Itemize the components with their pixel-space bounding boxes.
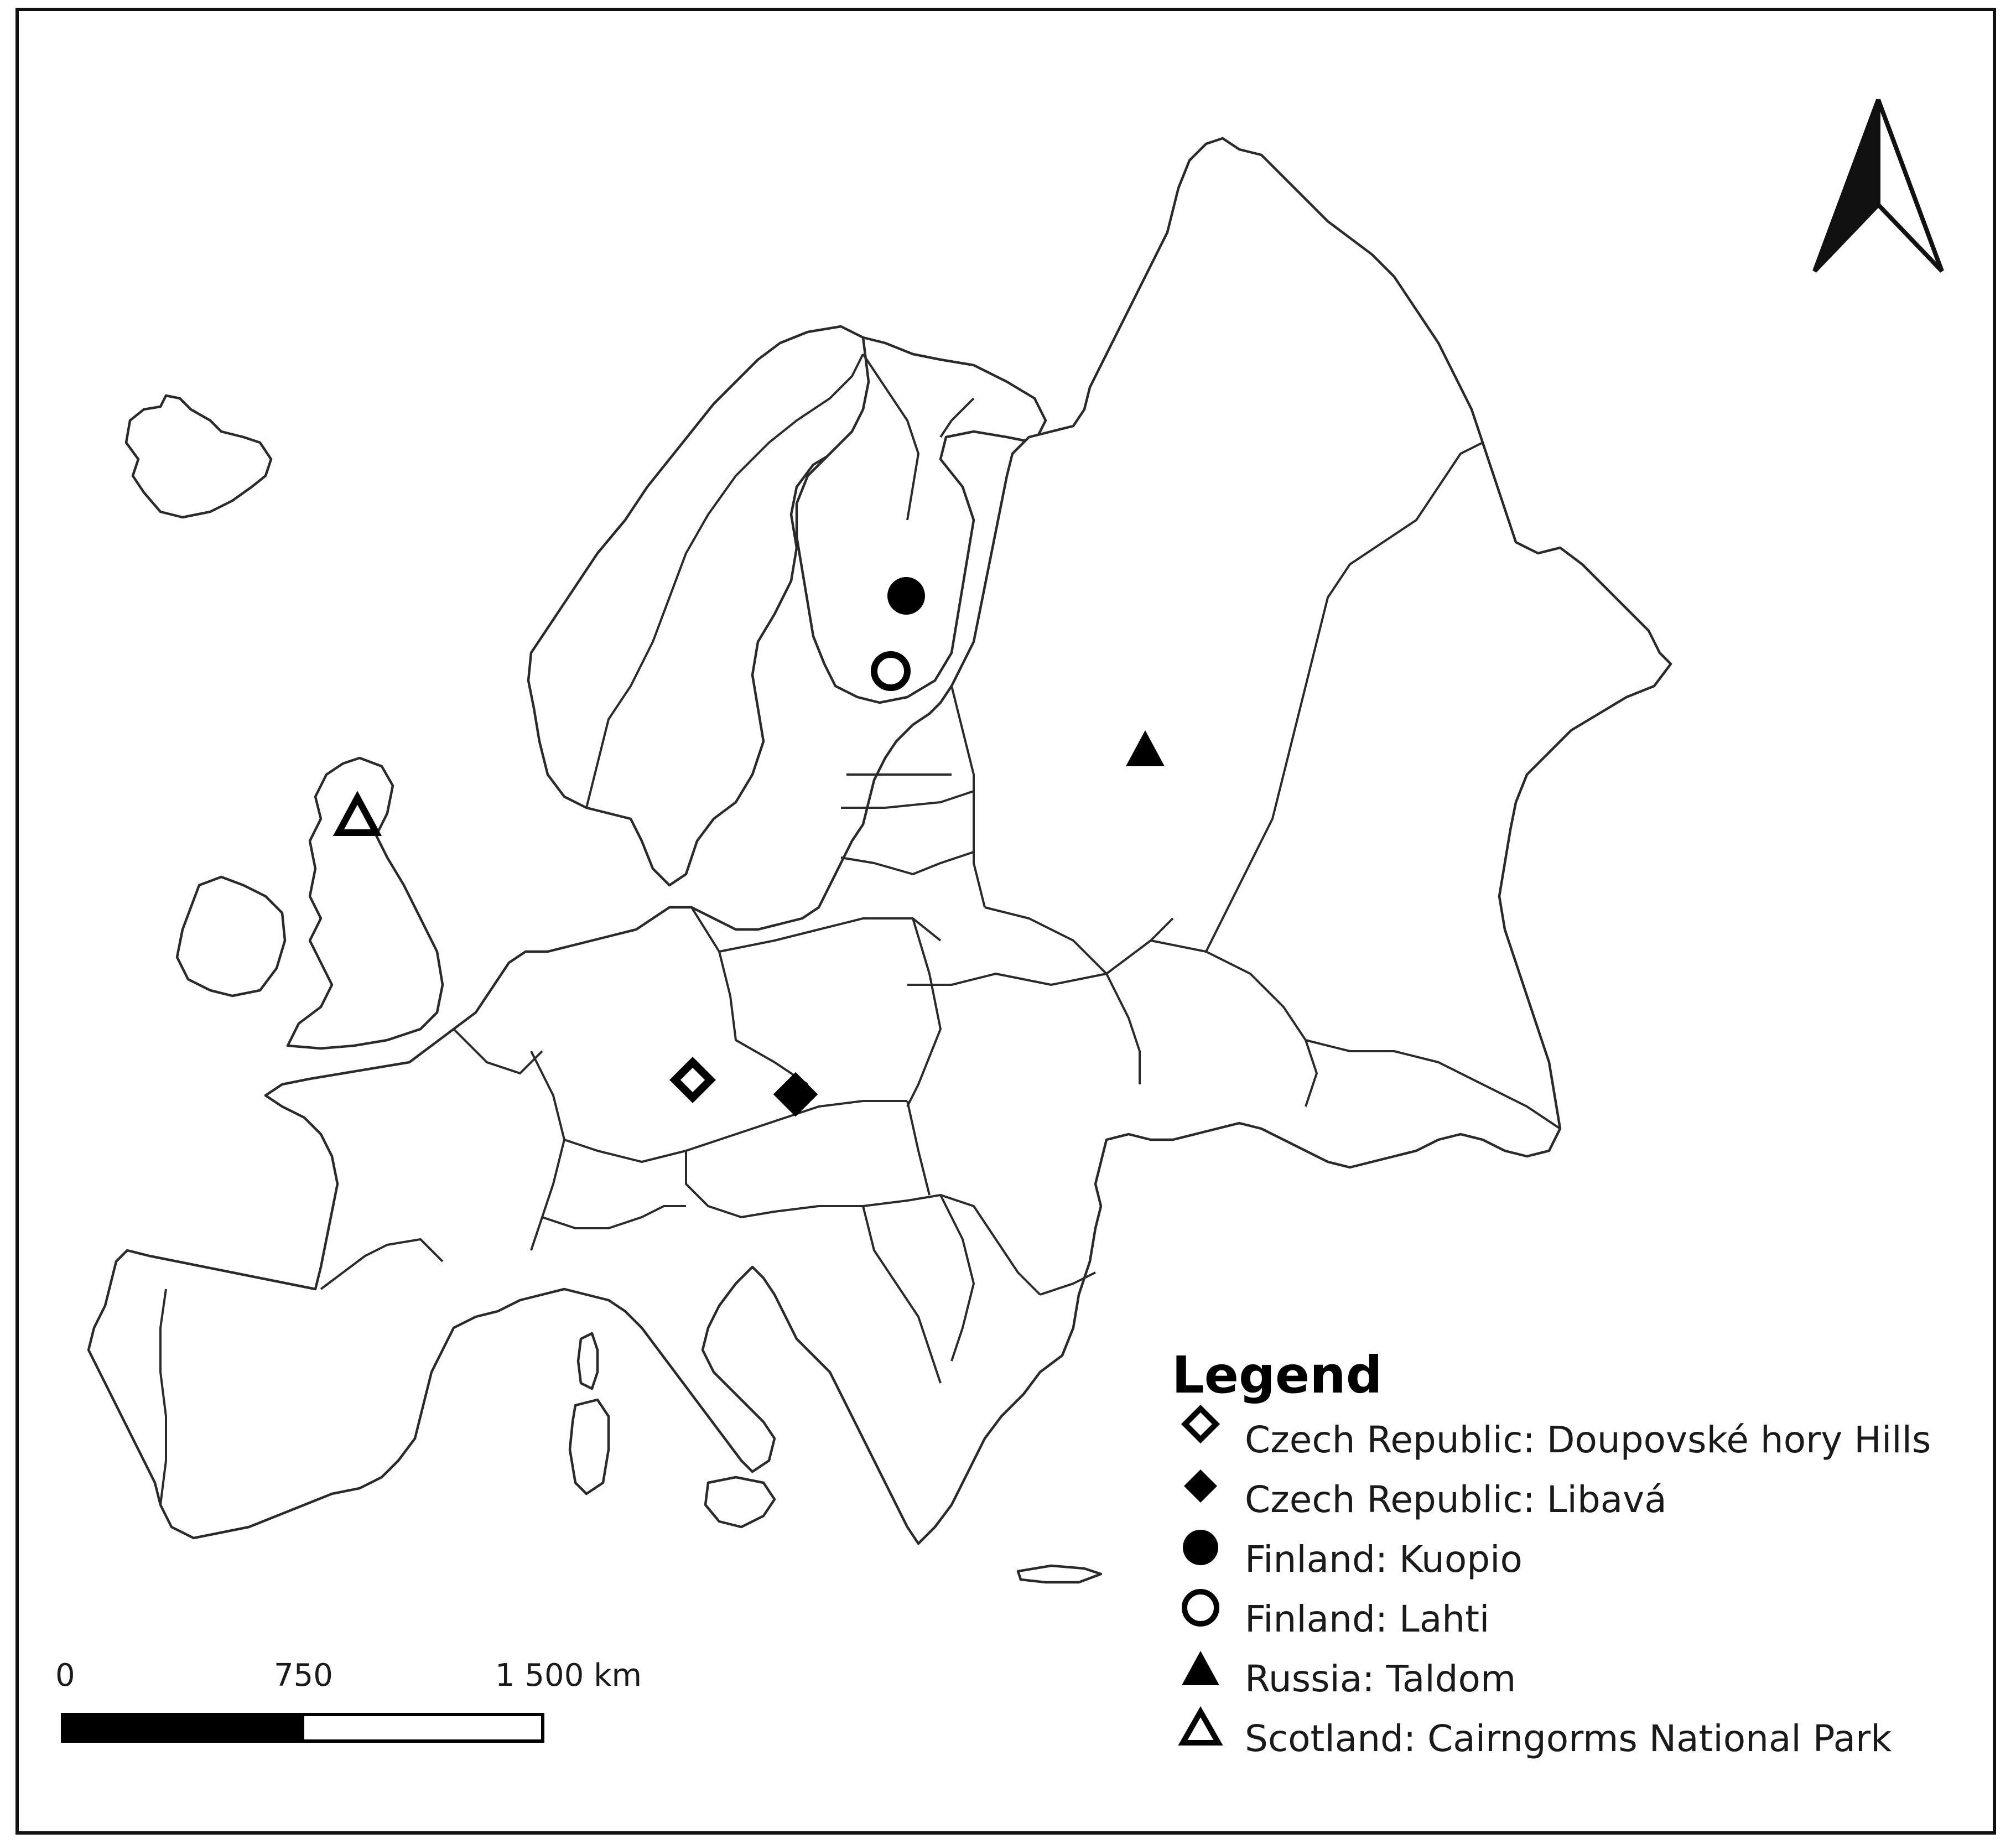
land-sardinia (570, 1400, 609, 1494)
legend-symbol-diamond-filled (1184, 1469, 1217, 1503)
legend-symbol-circle-open (1184, 1592, 1217, 1624)
scale-bar (61, 1713, 548, 1746)
legend-symbol-triangle-open (1183, 1712, 1218, 1743)
legend-item-doupovske-hory-hills: Czech Republic: Doupovské hory Hills (1245, 1419, 1931, 1461)
legend-item-cairngorms: Scotland: Cairngorms National Park (1245, 1717, 1892, 1760)
legend-item-lahti: Finland: Lahti (1245, 1598, 1490, 1640)
legend-item-libava: Czech Republic: Libavá (1245, 1478, 1667, 1521)
land-iceland (126, 396, 271, 517)
land-corsica (578, 1333, 597, 1389)
legend-symbol-triangle-filled (1182, 1651, 1219, 1685)
legend-symbol-diamond-open (1185, 1409, 1216, 1440)
scale-label-1500: 1 500 km (495, 1658, 642, 1694)
land-ireland (177, 877, 285, 996)
land-sicily (705, 1477, 775, 1527)
legend-symbol-circle-filled (1183, 1530, 1218, 1565)
legend-symbols (1173, 1405, 1228, 1765)
north-arrow-icon (1809, 94, 1947, 277)
land-great-britain (288, 758, 443, 1048)
land-crete (1018, 1566, 1101, 1582)
legend-title: Legend (1172, 1346, 1383, 1405)
scale-label-750: 750 (274, 1658, 333, 1694)
scale-label-0: 0 (55, 1658, 75, 1694)
legend-item-kuopio: Finland: Kuopio (1245, 1538, 1523, 1581)
legend-item-taldom: Russia: Taldom (1245, 1658, 1516, 1700)
